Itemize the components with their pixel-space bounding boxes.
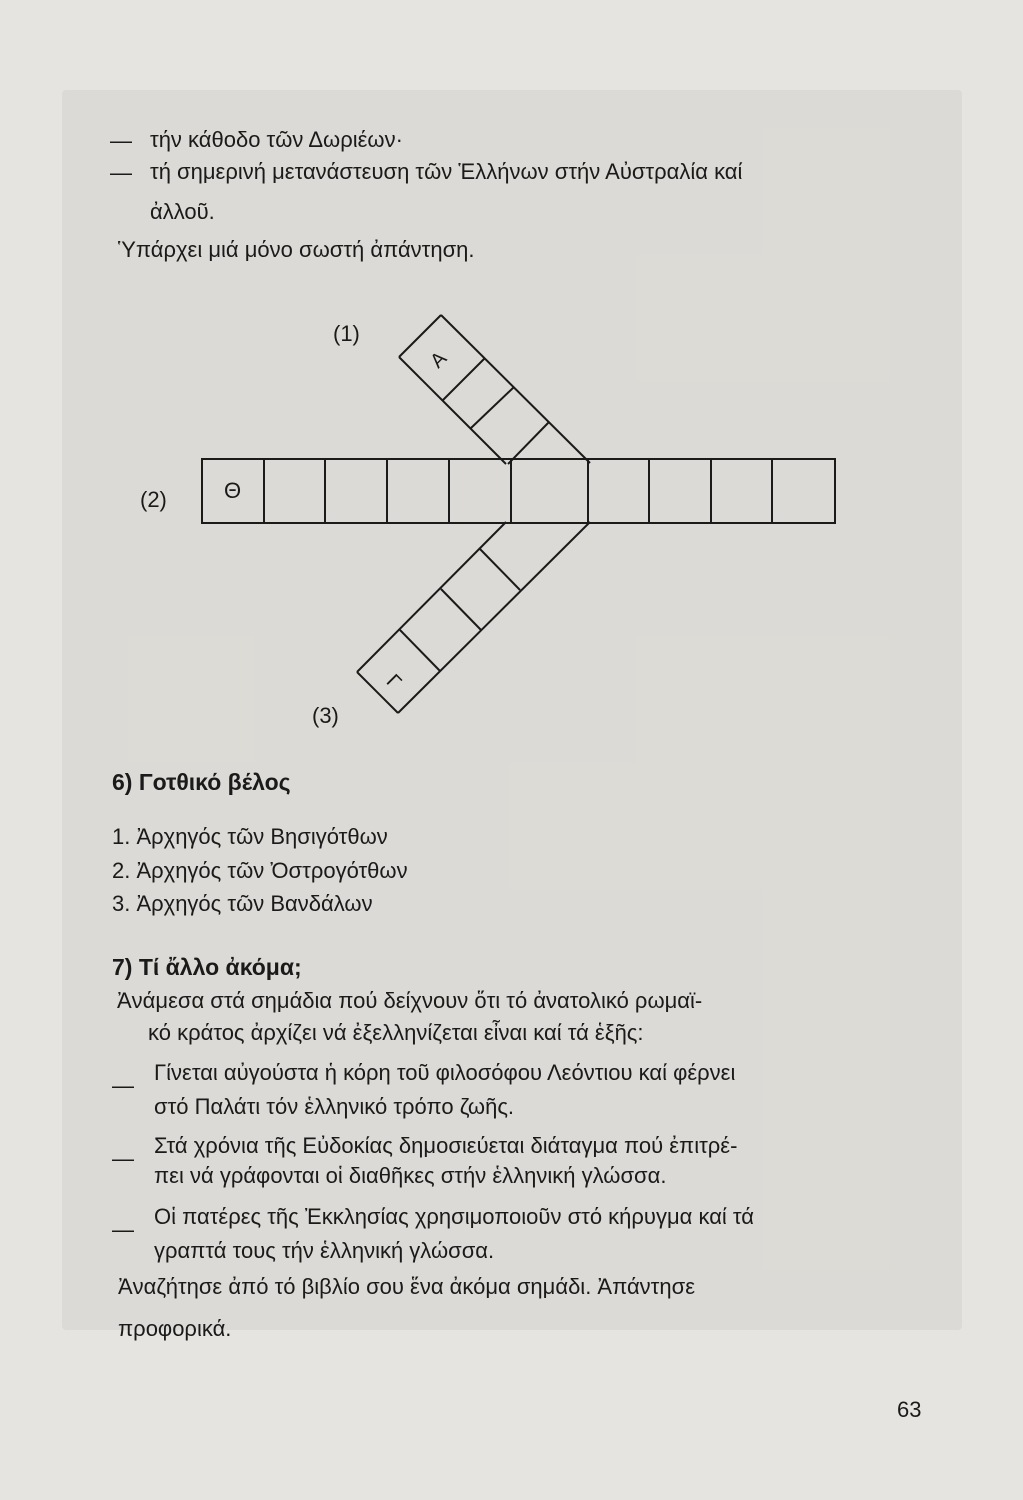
crossword-label-1: (1) xyxy=(333,321,360,346)
list-item: 1. Ἀρχηγός τῶν Βησιγότθων xyxy=(112,824,388,849)
closing-line-2: προφορικά. xyxy=(118,1316,232,1341)
line-migration-2: ἀλλοῦ. xyxy=(150,199,215,224)
line-one-answer: Ὑπάρχει μιά μόνο σωστή ἀπάντηση. xyxy=(118,237,475,262)
page-number: 63 xyxy=(897,1397,922,1422)
crossword-letter-alpha: Α xyxy=(426,347,452,373)
bullet-3-line-2: γραπτά τους τήν ἑλληνική γλώσσα. xyxy=(154,1238,495,1263)
line-dorians: τήν κάθοδο τῶν Δωριέων· xyxy=(150,127,403,152)
crossword-label-2: (2) xyxy=(140,487,167,512)
dash: — xyxy=(112,1146,134,1171)
crossword-row-2 xyxy=(202,459,835,523)
dash: — xyxy=(112,1217,134,1242)
section-7-intro-2: κό κράτος ἀρχίζει νά ἐξελληνίζεται εἶναι καί τά ἑξῆς: xyxy=(148,1020,644,1045)
dash: — xyxy=(110,160,132,185)
line-migration-1: τή σημερινή μετανάστευση τῶν Ἑλλήνων στήν Αὐστραλία καί xyxy=(150,159,743,184)
dash: — xyxy=(110,128,132,153)
bullet-2-line-2: πει νά γράφονται οἱ διαθῆκες στήν ἑλληνική γλώσσα. xyxy=(154,1163,667,1188)
crossword-diagonal-1 xyxy=(399,315,590,464)
bullet-1-line-1: Γίνεται αὐγούστα ἡ κόρη τοῦ φιλοσόφου Λεόντιου καί φέρνει xyxy=(154,1060,736,1085)
section-6-heading: 6) Γοτθικό βέλος xyxy=(112,769,291,795)
list-item: 2. Ἀρχηγός τῶν Ὀστρογότθων xyxy=(112,858,408,883)
section-7-heading: 7) Τί ἄλλο ἀκόμα; xyxy=(112,954,302,980)
crossword-letter-gamma: Γ xyxy=(381,670,406,694)
crossword-label-3: (3) xyxy=(312,703,339,728)
closing-line-1: Ἀναζήτησε ἀπό τό βιβλίο σου ἕνα ἀκόμα σημάδι. Ἀπάντησε xyxy=(118,1274,695,1299)
bullet-2-line-1: Στά χρόνια τῆς Εὐδοκίας δημοσιεύεται διάταγμα πού ἐπιτρέ- xyxy=(154,1133,738,1158)
list-item: 3. Ἀρχηγός τῶν Βανδάλων xyxy=(112,891,373,916)
bullet-3-line-1: Οἱ πατέρες τῆς Ἐκκλησίας χρησιμοποιοῦν στό κήρυγμα καί τά xyxy=(154,1204,755,1229)
dash: — xyxy=(112,1073,134,1098)
crossword-letter-theta: Θ xyxy=(224,478,242,503)
section-7-intro-1: Ἀνάμεσα στά σημάδια πού δείχνουν ὅτι τό ἀνατολικό ρωμαϊ- xyxy=(117,988,703,1013)
bullet-1-line-2: στό Παλάτι τόν ἑλληνικό τρόπο ζωῆς. xyxy=(154,1094,515,1119)
